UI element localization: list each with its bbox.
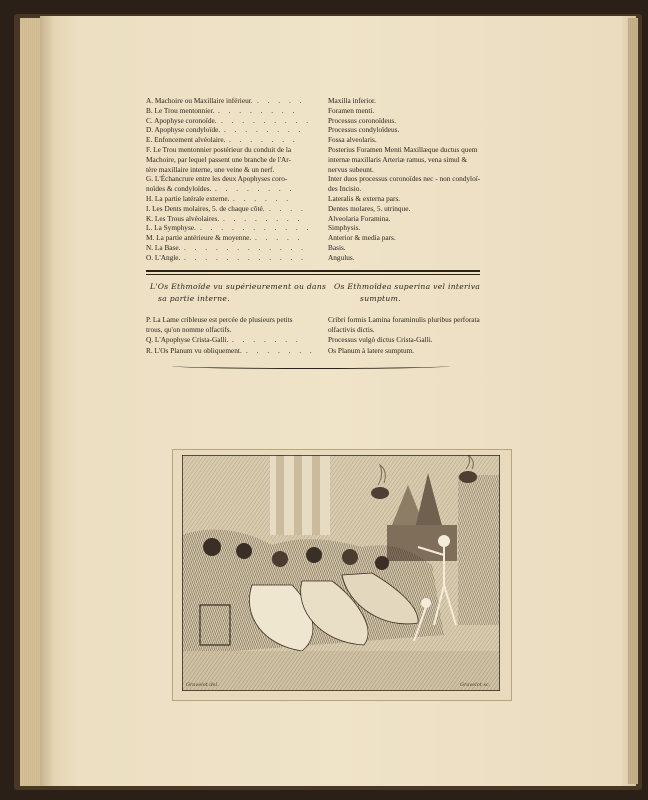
- legend-french-entry: L. La Symphyse.: [146, 223, 196, 233]
- legend-latin-entry: Angulus.: [328, 252, 355, 262]
- legend-leader-dots: . . . . . . .: [229, 135, 299, 145]
- legend-french-entry: R. L'Os Planum vu obliquement.: [146, 345, 242, 355]
- legend-leader-dots: . . . . . . . . . . . .: [184, 243, 307, 252]
- legend-french-entry: Q. L'Apophyse Crista-Galli.: [146, 335, 229, 345]
- legend-leader-dots: . . . . . . .: [246, 345, 316, 355]
- legend-latin-entry: Processus vulgò dictus Crista-Galli.: [328, 335, 433, 345]
- legend-latin-entry: nervus subeunt.: [328, 164, 374, 174]
- legend-french-entry: C. Apophyse coronoïde.: [146, 115, 217, 125]
- legend-leader-dots: . . . . . . . .: [218, 105, 298, 115]
- heading-latin-line1: Os Ethmoïdea superina vel interiva: [334, 282, 481, 291]
- legend-latin-entry: Maxilla inferior.: [328, 96, 376, 105]
- engraving-image: [182, 455, 500, 691]
- heading-french-line2: sa partie interne.: [158, 294, 230, 303]
- legend-latin-entry: Foramen menti.: [328, 105, 375, 115]
- legend-french-entry: trous, qu'on nomme olfactifs.: [146, 325, 232, 335]
- legend-latin-entry: internæ maxillaris Arteriæ ramus, vena simul &: [328, 154, 468, 164]
- legend-french-entry: M. La partie antérieure & moyenne.: [146, 233, 252, 243]
- legend-leader-dots: . . . . . . . .: [215, 184, 295, 194]
- legend-leader-dots: . . . . . . . . .: [221, 115, 312, 125]
- legend-french-entry: N. La Base.: [146, 243, 181, 252]
- signature-right: Gravelot sc.: [460, 682, 491, 688]
- legend-latin-entry: olfactivis dictis.: [328, 325, 375, 335]
- legend-leader-dots: . . . . . . . .: [223, 213, 303, 223]
- legend-french-entry: A. Machoire ou Maxillaire inférieur.: [146, 96, 253, 105]
- legend-leader-dots: . . . . . . .: [232, 335, 302, 345]
- signature-left: Gravelot del.: [186, 682, 219, 688]
- legend-french-entry: F. Le Trou mentonnier postérieur du conduit de la: [146, 145, 292, 154]
- legend-leader-dots: . . . . . . . . . . . .: [184, 252, 307, 262]
- legend-french-entry: H. La partie latérale externe.: [146, 194, 230, 203]
- legend-latin-entry: des Incisio.: [328, 184, 362, 194]
- legend-french-entry: noïdes & condyloïdes.: [146, 184, 212, 194]
- legend-french-entry: Machoire, par lequel passent une branche de l'Ar-: [146, 154, 292, 164]
- legend-french-entry: I. Les Dents molaires, 5. de chaque côté.: [146, 203, 265, 213]
- legend-latin-entry: Processus coronoïdeus.: [328, 115, 397, 125]
- legend-latin-entry: Simphysis.: [328, 223, 361, 233]
- legend-latin-entry: Inter duos processus coronoïdes nec - non condyloï-: [328, 174, 481, 184]
- legend-latin-entry: Processus condyloïdeus.: [328, 125, 400, 135]
- legend-french-entry: K. Les Trous alvéolaires.: [146, 213, 220, 223]
- legend-latin-entry: Posterius Foramen Menti Maxillæque ductus quem: [328, 145, 478, 154]
- legend-french-entry: P. La Lame cribleuse est percée de plusieurs petits: [146, 315, 293, 324]
- heading-french-line1: L'Os Ethmoïde vu supérieurement ou dans: [150, 282, 327, 291]
- heading-latin-line2: sumptum.: [360, 294, 401, 303]
- legend-latin-entry: Dentes molares, 5. utrinque.: [328, 203, 411, 213]
- legend-latin-entry: Fossa alveolaris.: [328, 135, 377, 145]
- legend-latin-entry: Alveolaria Foramina.: [328, 213, 391, 223]
- legend-french-entry: D. Apophyse condyloïde.: [146, 125, 221, 135]
- legend-leader-dots: . . . . . . . .: [224, 125, 304, 135]
- legend-latin-entry: Basis.: [328, 243, 346, 252]
- legend-leader-dots: . . . . . . . . . . .: [200, 223, 312, 233]
- legend-french-entry: tère maxillaire interne, une veine & un nerf.: [146, 164, 275, 174]
- legend-latin-entry: Os Planum à latere sumptum.: [328, 345, 415, 355]
- legend-french-entry: E. Enfoncement alvéolaire.: [146, 135, 226, 145]
- legend-leader-dots: . . . . .: [257, 96, 305, 105]
- legend-french-entry: O. L'Angle.: [146, 252, 181, 262]
- section-divider: [146, 270, 480, 272]
- legend-french-entry: B. Le Trou mentonnier.: [146, 105, 215, 115]
- legend-leader-dots: . . . . . .: [233, 194, 292, 203]
- legend-latin-entry: Cribri formis Lamina foraminulis pluribus perforata: [328, 315, 480, 324]
- page-stack-right: [628, 18, 638, 784]
- section-divider-thin: [146, 274, 480, 275]
- legend-latin-entry: Lateralis & externa pars.: [328, 194, 401, 203]
- legend-french-entry: G. L'Échancrure entre les deux Apophyses coro-: [146, 174, 288, 184]
- legend-leader-dots: . . . .: [269, 203, 307, 213]
- legend-leader-dots: . . . . .: [255, 233, 303, 243]
- ornamental-swash: [172, 363, 450, 369]
- legend-latin-entry: Anterior & media pars.: [328, 233, 396, 243]
